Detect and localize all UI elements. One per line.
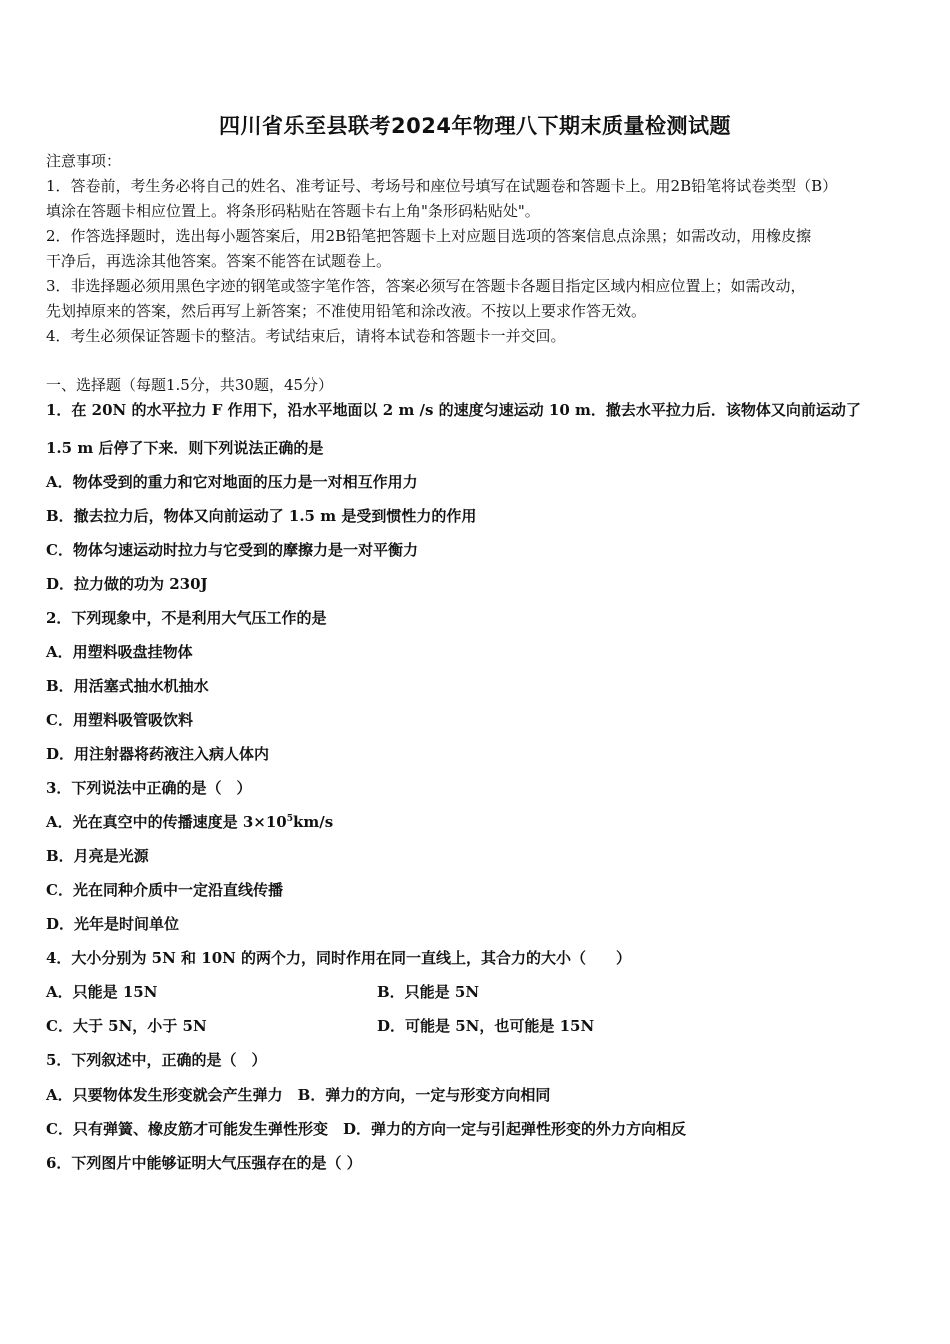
option-d: D．光年是时间单位: [46, 915, 180, 933]
option-c: C．大于 5N，小于 5N: [46, 1017, 207, 1035]
option-c: C．光在同种介质中一定沿直线传播: [46, 881, 283, 899]
question-stem: 4．大小分别为 5N 和 10N 的两个力，同时作用在同一直线上，其合力的大小（ ）: [46, 949, 632, 967]
option-a: A．只能是 15N: [46, 983, 158, 1001]
question-stem: 6．下列图片中能够证明大气压强存在的是（ ）: [46, 1154, 362, 1172]
option-ab: A．只要物体发生形变就会产生弹力 B．弹力的方向，一定与形变方向相同: [46, 1086, 551, 1104]
notice-line: 3．非选择题必须用黑色字迹的钢笔或签字笔作答，答案必须写在答题卡各题目指定区域内相应位置上；如需改动，: [46, 277, 806, 295]
option-a: A．用塑料吸盘挂物体: [46, 643, 193, 661]
notice-line: 4．考生必须保证答题卡的整洁。考试结束后，请将本试卷和答题卡一并交回。: [46, 327, 566, 345]
notice-heading: 注意事项：: [46, 152, 122, 170]
notice-line: 2．作答选择题时，选出每小题答案后，用2B铅笔把答题卡上对应题目选项的答案信息点涂黑；如需改动，用橡皮擦: [46, 227, 812, 245]
question-stem: 2．下列现象中，不是利用大气压工作的是: [46, 609, 327, 627]
option-d: D．用注射器将药液注入病人体内: [46, 745, 270, 763]
unit: km/s: [293, 813, 334, 831]
notice-line: 先划掉原来的答案，然后再写上新答案；不准使用铅笔和涂改液。不按以上要求作答无效。: [46, 302, 647, 320]
notice-line: 1．答卷前，考生务必将自己的姓名、准考证号、考场号和座位号填写在试题卷和答题卡上。用2B铅笔将试卷类型（B）: [46, 177, 838, 195]
option-c: C．用塑料吸管吸饮料: [46, 711, 193, 729]
option-a-text: A．光在真空中的传播速度是 3×10: [46, 813, 287, 831]
notice-line: 填涂在答题卡相应位置上。将条形码粘贴在答题卡右上角"条形码粘贴处"。: [46, 202, 540, 220]
option-d: D．可能是 5N，也可能是 15N: [377, 1017, 595, 1035]
option-a: A．物体受到的重力和它对地面的压力是一对相互作用力: [46, 473, 418, 491]
option-b: B．只能是 5N: [377, 983, 480, 1001]
question-stem: 1．在 20N 的水平拉力 F 作用下，沿水平地面以 2 m /s 的速度匀速运动 10 m．撤去水平拉力后．该物体又向前运动了: [46, 401, 861, 419]
exponent: 5: [286, 814, 294, 824]
option-a: [46, 812, 333, 832]
option-b: B．撤去拉力后，物体又向前运动了 1.5 m 是受到惯性力的作用: [46, 507, 477, 525]
option-cd: C．只有弹簧、橡皮筋才可能发生弹性形变 D．弹力的方向一定与引起弹性形变的外力方向相反: [46, 1120, 686, 1138]
option-b: B．月亮是光源: [46, 847, 149, 865]
notice-line: 干净后，再选涂其他答案。答案不能答在试题卷上。: [46, 252, 392, 270]
page-title: 四川省乐至县联考2024年物理八下期末质量检测试题: [219, 114, 731, 138]
question-stem: 3．下列说法中正确的是（ ）: [46, 779, 252, 797]
question-stem: 5．下列叙述中，正确的是（ ）: [46, 1051, 267, 1069]
option-d: D．拉力做的功为 230J: [46, 575, 208, 593]
option-b: B．用活塞式抽水机抽水: [46, 677, 209, 695]
option-c: C．物体匀速运动时拉力与它受到的摩擦力是一对平衡力: [46, 541, 418, 559]
question-stem: 1.5 m 后停了下来．则下列说法正确的是: [46, 439, 324, 457]
section-heading: 一、选择题（每题1.5分，共30题，45分）: [46, 376, 334, 394]
